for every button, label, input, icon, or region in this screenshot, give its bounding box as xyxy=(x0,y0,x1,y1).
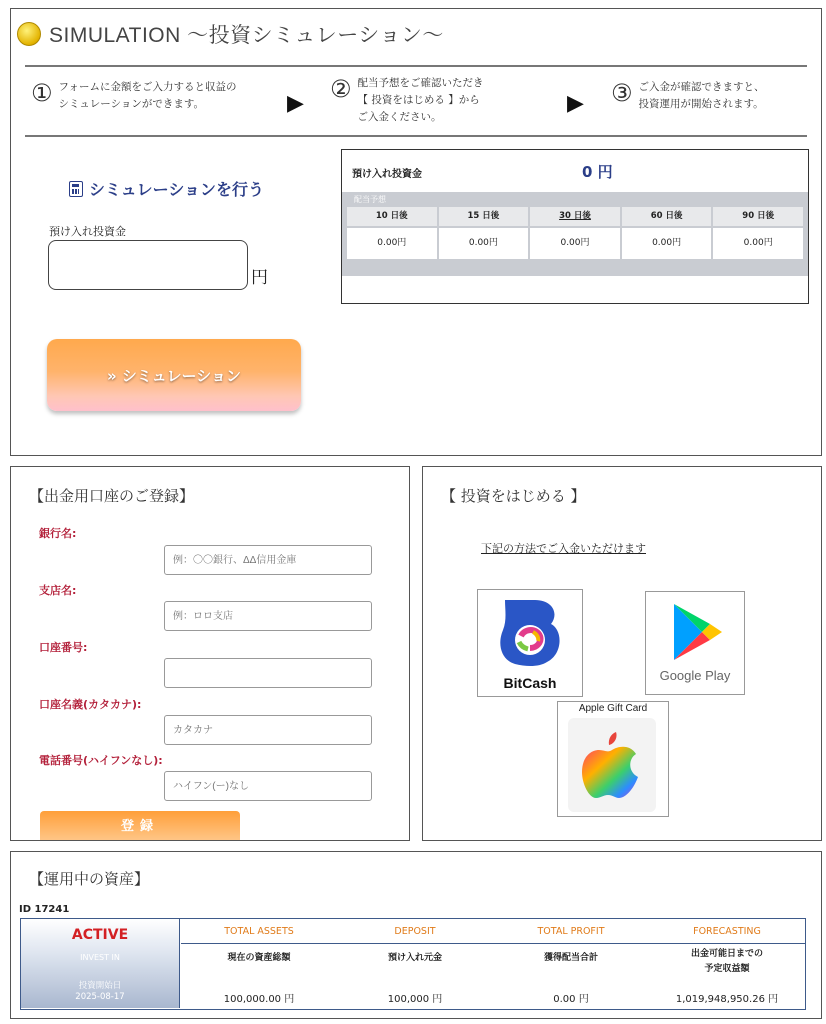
period-header: 90 日後 xyxy=(713,207,803,226)
phone-number-label: 電話番号(ハイフンなし): xyxy=(39,754,163,767)
step-line: 【 投資をはじめる 】から xyxy=(357,94,480,106)
apple-logo-icon xyxy=(580,728,644,802)
google-play-option[interactable] xyxy=(645,591,745,695)
status-cell xyxy=(21,919,180,1008)
column-value: 1,019,948,950.26 円 xyxy=(675,994,779,1005)
branch-name-label: 支店名: xyxy=(39,584,77,597)
column-header: TOTAL ASSETS xyxy=(181,919,337,944)
step-number: ② xyxy=(330,75,352,103)
withdrawal-account-panel xyxy=(10,466,410,841)
period-header: 60 日後 xyxy=(622,207,712,226)
forecast-cells xyxy=(347,207,803,259)
period-header: 15 日後 xyxy=(439,207,529,226)
divider xyxy=(25,135,807,137)
dividend-forecast-table xyxy=(342,192,808,276)
start-investing-panel xyxy=(422,466,822,841)
column-subheader-line: 預け入れ元金 xyxy=(387,953,442,963)
branch-name-input[interactable] xyxy=(164,601,372,631)
column-subheader xyxy=(337,951,493,966)
forecast-value: 0.00円 xyxy=(622,228,712,259)
simulation-panel xyxy=(10,8,822,456)
column-value: 100,000 円 xyxy=(387,994,443,1005)
arrow-right-icon: ▶ xyxy=(287,91,304,116)
start-date-label: 投資開始日 xyxy=(78,981,122,991)
deposit-amount-label: 預け入れ投資金 xyxy=(49,225,126,238)
start-date: 2025-08-17 xyxy=(75,992,125,1002)
status-subtitle: INVEST IN xyxy=(80,953,120,962)
account-id: ID 17241 xyxy=(19,904,70,915)
total-profit-column xyxy=(493,919,649,1008)
forecast-value: 0.00円 xyxy=(530,228,620,259)
column-header: TOTAL PROFIT xyxy=(493,919,649,944)
total-assets-column xyxy=(181,919,337,1008)
column-subheader-line: 予定収益額 xyxy=(704,964,750,974)
deposit-methods-note: 下記の方法でご入金いただけます xyxy=(481,542,646,555)
deposit-amount-input[interactable] xyxy=(48,240,248,290)
column-subheader-line: 獲得配当合計 xyxy=(543,953,598,963)
column-subheader xyxy=(181,951,337,966)
step-line: ご入金ください。 xyxy=(357,111,442,123)
apple-gift-card-option[interactable] xyxy=(557,701,669,817)
step-3 xyxy=(611,79,765,113)
account-number-label: 口座番号: xyxy=(39,641,88,654)
simulate-button[interactable]: » シミュレーション xyxy=(47,339,301,411)
forecast-value: 0.00円 xyxy=(439,228,529,259)
coin-icon xyxy=(17,22,41,46)
step-line: ご入金が確認できますと、 xyxy=(638,81,765,93)
page-title: SIMULATION ～投資シミュレーション～ xyxy=(49,24,444,47)
result-summary xyxy=(342,150,808,192)
managed-assets-title: 【運用中の資産】 xyxy=(29,870,150,888)
bitcash-label: BitCash xyxy=(503,675,557,691)
step-2 xyxy=(330,75,484,126)
column-header: FORECASTING xyxy=(649,919,805,944)
status-badge: ACTIVE xyxy=(71,927,129,943)
account-number-input[interactable] xyxy=(164,658,372,688)
step-text xyxy=(59,79,237,113)
phone-number-input[interactable] xyxy=(164,771,372,801)
forecast-value: 0.00円 xyxy=(713,228,803,259)
calculator-icon xyxy=(69,181,83,197)
dividend-forecast-caption: 配当予想 xyxy=(354,195,386,204)
register-button[interactable]: 登録 xyxy=(40,811,240,841)
divider xyxy=(25,65,807,67)
period-header: 10 日後 xyxy=(347,207,437,226)
result-label: 預け入れ投資金 xyxy=(352,169,422,180)
column-subheader xyxy=(649,947,805,977)
start-investing-title: 【 投資をはじめる 】 xyxy=(441,487,586,505)
column-header: DEPOSIT xyxy=(337,919,493,944)
column-value: 0.00 円 xyxy=(553,994,589,1005)
simulation-heading xyxy=(69,177,264,200)
step-line: フォームに金額をご入力すると収益の xyxy=(58,81,237,93)
managed-assets-panel xyxy=(10,851,822,1019)
result-amount: 0 円 xyxy=(582,163,613,181)
bitcash-logo-icon xyxy=(493,594,567,676)
column-subheader-line: 現在の資産総額 xyxy=(227,953,291,963)
forecasting-column xyxy=(649,919,805,1008)
google-play-icon xyxy=(670,602,724,662)
apple-gift-card-image xyxy=(568,718,656,812)
withdrawal-account-title: 【出金用口座のご登録】 xyxy=(29,487,195,505)
step-text xyxy=(639,79,765,113)
forecast-value: 0.00円 xyxy=(347,228,437,259)
column-value: 100,000.00 円 xyxy=(223,994,295,1005)
account-holder-label: 口座名義(カタカナ): xyxy=(39,698,142,711)
assets-table xyxy=(20,918,806,1010)
step-1 xyxy=(31,79,237,113)
bank-name-input[interactable] xyxy=(164,545,372,575)
step-line: 投資運用が開始されます。 xyxy=(638,98,764,110)
bank-name-label: 銀行名: xyxy=(39,527,77,540)
step-line: シミュレーションができます。 xyxy=(58,98,205,110)
bitcash-option[interactable] xyxy=(477,589,583,697)
account-holder-input[interactable] xyxy=(164,715,372,745)
apple-gift-card-label: Apple Gift Card xyxy=(578,703,648,714)
period-header: 30 日後 xyxy=(530,207,620,226)
step-number: ① xyxy=(31,79,53,107)
google-play-label: Google Play xyxy=(659,668,731,683)
column-subheader-line: 出金可能日までの xyxy=(690,949,763,959)
yen-unit: 円 xyxy=(251,268,268,288)
assets-columns xyxy=(181,919,805,1008)
simulation-heading-text: シミュレーションを行う xyxy=(89,180,265,199)
column-subheader xyxy=(493,951,649,966)
step-text xyxy=(358,75,484,126)
simulation-title-row xyxy=(17,19,444,49)
simulation-result-box xyxy=(341,149,809,304)
deposit-column xyxy=(337,919,493,1008)
step-line: 配当予想をご確認いただき xyxy=(357,77,484,89)
step-number: ③ xyxy=(611,79,633,107)
arrow-right-icon: ▶ xyxy=(567,91,584,116)
